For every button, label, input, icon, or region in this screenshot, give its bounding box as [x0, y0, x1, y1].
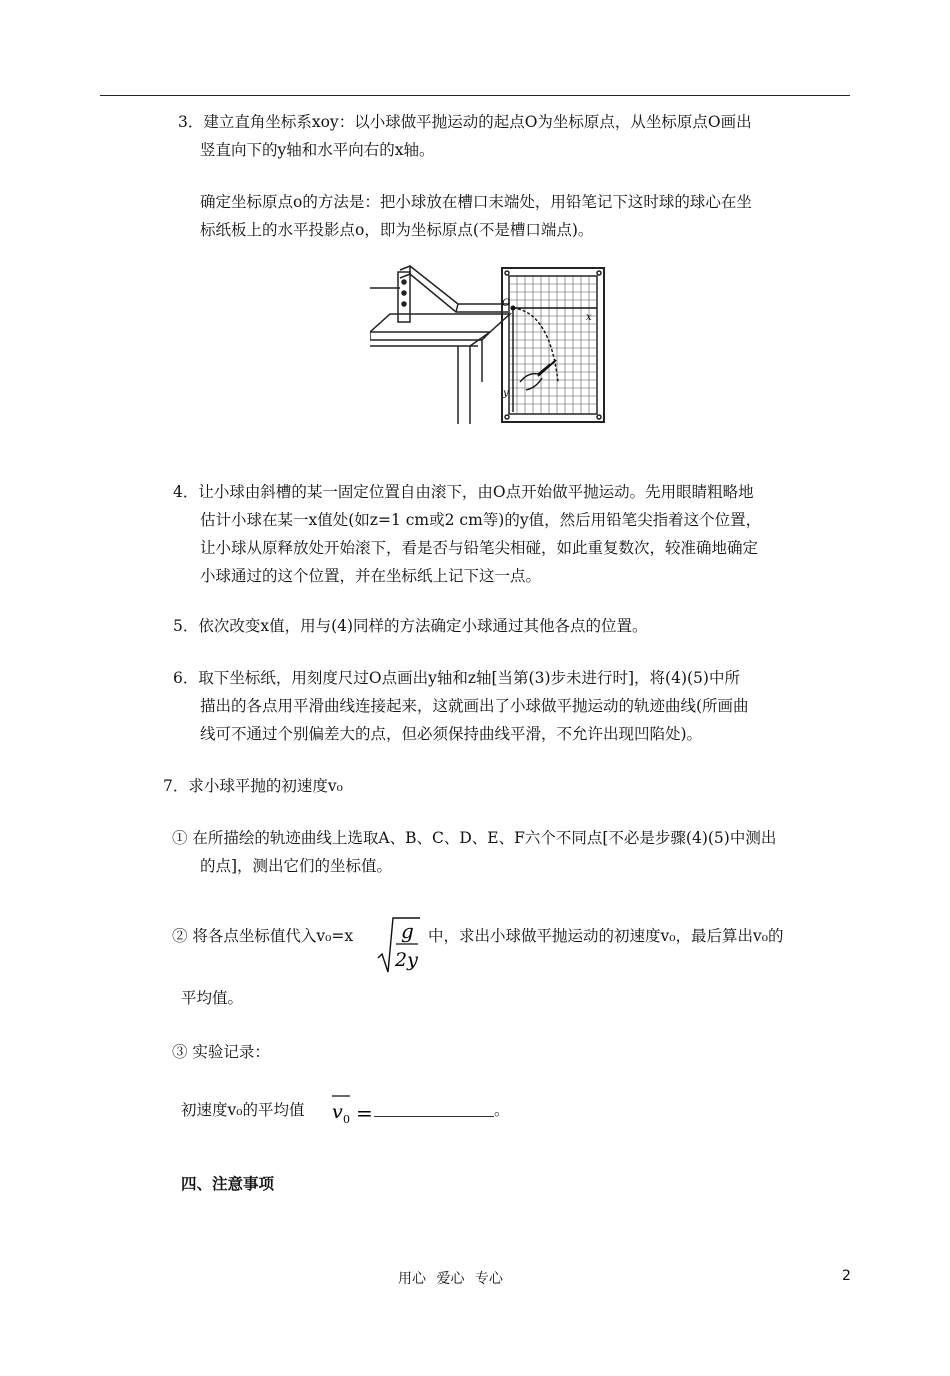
apparatus-figure — [370, 262, 612, 428]
v-subscript: 0 — [343, 1113, 350, 1126]
v0-average-symbol — [328, 1088, 376, 1130]
step7-sub3: ③ 实验记录： — [172, 1043, 270, 1061]
step4-line4: 小球通过的这个位置，并在坐标纸上记下这一点。 — [200, 567, 542, 585]
step4-line3: 让小球从原释放处开始滚下，看是否与铅笔尖相碰，如此重复数次，较准确地确定 — [200, 539, 759, 557]
answer-blank[interactable] — [374, 1102, 494, 1117]
record-blank-row — [374, 1096, 510, 1124]
step3-line2: 竖直向下的y轴和水平向右的x轴。 — [200, 141, 435, 159]
section-heading: 四、注意事项 — [181, 1175, 275, 1193]
figure-label-y: y — [503, 388, 509, 399]
step6-line1: 6．取下坐标纸，用刻度尺过O点画出y轴和z轴[当第(3)步未进行时]，将(4)(5)中所 — [173, 669, 740, 687]
sqrt-numerator: g — [401, 919, 414, 943]
header-rule — [100, 95, 850, 96]
sqrt-denominator: 2y — [395, 949, 418, 971]
record-label: 初速度v₀的平均值 — [181, 1101, 305, 1119]
step7-sub2-line2: 平均值。 — [181, 989, 244, 1007]
figure-label-x: x — [586, 312, 592, 323]
step7-sub1-line1: ① 在所描绘的轨迹曲线上选取A、B、C、D、E、F六个不同点[不必是步骤(4)(5)中测出 — [172, 829, 777, 847]
v-symbol: v — [332, 1101, 343, 1123]
step5-line1: 5．依次改变x值，用与(4)同样的方法确定小球通过其他各点的位置。 — [173, 617, 648, 635]
step6-line3: 线可不通过个别偏差大的点，但必须保持曲线平滑，不允许出现凹陷处)。 — [200, 725, 703, 743]
step7-sub2-post: 中，求出小球做平抛运动的初速度v₀，最后算出v₀的 — [428, 927, 784, 945]
step3-line1: 3．建立直角坐标系xoy：以小球做平抛运动的起点O为坐标原点，从坐标原点O画出 — [178, 113, 752, 131]
footer-motto: 用心 爱心 专心 — [398, 1271, 503, 1287]
step3-line3: 确定坐标原点o的方法是：把小球放在槽口末端处，用铅笔记下这时球的球心在坐 — [200, 193, 752, 211]
step4-line1: 4．让小球由斜槽的某一固定位置自由滚下，由O点开始做平抛运动。先用眼睛粗略地 — [173, 483, 754, 501]
page-number: 2 — [842, 1268, 851, 1284]
step6-line2: 描出的各点用平滑曲线连接起来，这就画出了小球做平抛运动的轨迹曲线(所画曲 — [200, 697, 749, 715]
record-period: 。 — [494, 1101, 510, 1119]
step7-sub2-pre: ② 将各点坐标值代入v₀=x — [172, 927, 354, 945]
figure-label-o: O — [502, 298, 511, 309]
step7-sub1-line2: 的点]，测出它们的坐标值。 — [200, 857, 393, 875]
step4-line2: 估计小球在某一x值处(如z=1 cm或2 cm等)的y值，然后用铅笔尖指着这个位置， — [200, 511, 762, 529]
sqrt-formula — [376, 914, 422, 976]
equals-sign: = — [356, 1101, 373, 1125]
step7-title: 7．求小球平抛的初速度v₀ — [163, 777, 343, 795]
step3-line4: 标纸板上的水平投影点o，即为坐标原点(不是槽口端点)。 — [200, 221, 594, 239]
